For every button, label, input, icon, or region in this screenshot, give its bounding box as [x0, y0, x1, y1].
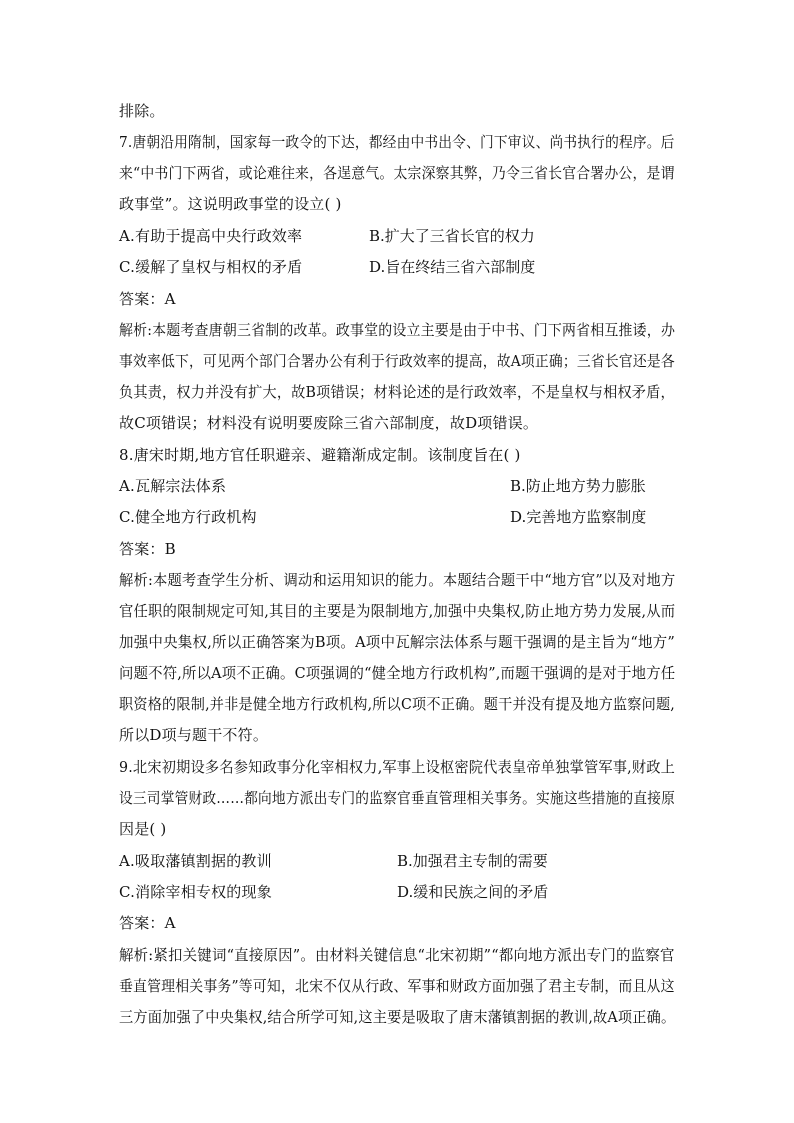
q7-analysis-line-3: 负其责，权力并没有扩大，故B项错误；材料论述的是行政效率，不是皇权与相权矛盾，	[119, 383, 675, 401]
q8-analysis-line-2: 官任职的限制规定可知,其目的主要是为限制地方,加强中央集权,防止地方势力发展,从而	[119, 602, 676, 620]
q7-option-a: A.有助于提高中央行政效率	[119, 227, 303, 245]
q6-tail-text: 排除。	[119, 102, 165, 120]
q9-answer: 答案：A	[119, 914, 176, 932]
q7-option-b: B.扩大了三省长官的权力	[369, 227, 535, 245]
q8-option-b: B.防止地方势力膨胀	[510, 477, 646, 495]
q9-stem-line-2: 设三司掌管财政……都向地方派出专门的监察官垂直管理相关事务。实施这些措施的直接原	[119, 789, 676, 807]
q9-option-b: B.加强君主专制的需要	[397, 852, 548, 870]
q9-stem-line-1: 9.北宋初期设多名参知政事分化宰相权力,军事上设枢密院代表皇帝单独掌管军事,财政上	[119, 758, 676, 776]
q9-analysis-line-1: 解析:紧扣关键词“直接原因”。由材料关键信息“北宋初期”“都向地方派出专门的监察官	[119, 946, 675, 964]
q7-option-c: C.缓解了皇权与相权的矛盾	[119, 258, 303, 276]
q7-stem-line-1: 7.唐朝沿用隋制，国家每一政令的下达，都经由中书出令、门下审议、尚书执行的程序。后	[119, 133, 675, 151]
q9-stem-line-3: 因是( )	[119, 820, 167, 838]
q7-stem-line-2: 来“中书门下两省，或论难往来，各逞意气。太宗深察其弊，乃令三省长官合署办公，是谓	[119, 164, 675, 182]
q8-option-c: C.健全地方行政机构	[119, 508, 257, 526]
q8-option-a: A.瓦解宗法体系	[119, 477, 227, 495]
q9-option-c: C.消除宰相专权的现象	[119, 883, 272, 901]
q8-analysis-line-1: 解析:本题考查学生分析、调动和运用知识的能力。本题结合题干中“地方官”以及对地方	[119, 571, 676, 589]
q8-analysis-line-4: 问题不符,所以A项不正确。C项强调的“健全地方行政机构”,而题干强调的是对于地方任	[119, 664, 676, 682]
q9-analysis-line-3: 三方面加强了中央集权,结合所学可知,这主要是吸取了唐末藩镇割据的教训,故A项正确。	[119, 1008, 676, 1026]
q9-option-d: D.缓和民族之间的矛盾	[397, 883, 549, 901]
q8-analysis-line-3: 加强中央集权,所以正确答案为B项。A项中瓦解宗法体系与题干强调的是主旨为“地方”	[119, 633, 675, 651]
q7-stem-line-3: 政事堂”。这说明政事堂的设立( )	[119, 195, 342, 213]
q8-analysis-line-5: 职资格的限制,并非是健全地方行政机构,所以C项不正确。题干并没有提及地方监察问题,	[119, 695, 676, 713]
q7-analysis-line-1: 解析:本题考查唐朝三省制的改革。政事堂的设立主要是由于中书、门下两省相互推诿，办	[119, 321, 676, 339]
q7-option-d: D.旨在终结三省六部制度	[369, 258, 536, 276]
q9-analysis-line-2: 垂直管理相关事务”等可知，北宋不仅从行政、军事和财政方面加强了君主专制，而且从这	[119, 977, 675, 995]
q7-analysis-line-4: 故C项错误；材料没有说明要废除三省六部制度，故D项错误。	[119, 414, 539, 432]
q7-answer: 答案：A	[119, 290, 176, 308]
q8-answer: 答案：B	[119, 540, 176, 558]
q8-analysis-line-6: 所以D项与题干不符。	[119, 726, 269, 744]
q9-option-a: A.吸取藩镇割据的教训	[119, 852, 272, 870]
q8-option-d: D.完善地方监察制度	[510, 508, 647, 526]
q7-analysis-line-2: 事效率低下，可见两个部门合署办公有利于行政效率的提高，故A项正确；三省长官还是各	[119, 352, 675, 370]
q8-stem-line-1: 8.唐宋时期,地方官任职避亲、避籍渐成定制。该制度旨在( )	[119, 446, 521, 464]
